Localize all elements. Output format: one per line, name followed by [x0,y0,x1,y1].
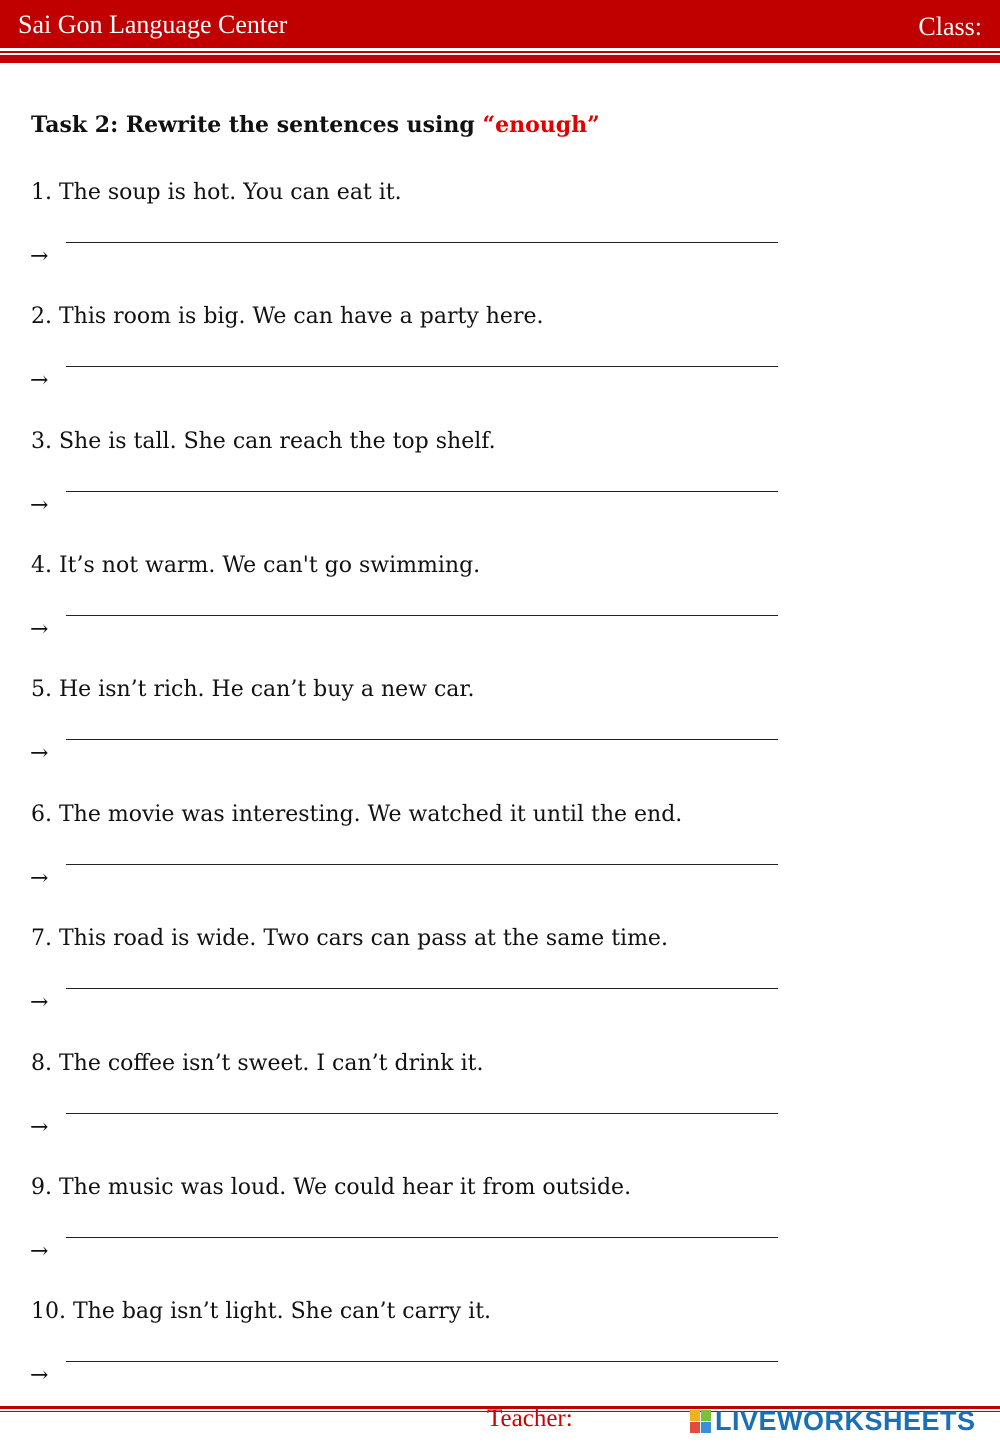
answer-input-5[interactable] [66,739,778,740]
answer-arrow-7: → [30,990,49,1015]
question-6: 6. The movie was interesting. We watched it until the end. [31,802,683,827]
header-bar [0,0,1000,48]
answer-arrow-5: → [30,741,49,766]
teacher-label: Teacher: [487,1405,573,1432]
question-2: 2. This room is big. We can have a party here. [31,304,544,329]
header-divider-thick [0,55,1000,63]
answer-arrow-9: → [30,1239,49,1264]
header-divider-thin [0,51,1000,53]
question-8: 8. The coffee isn’t sweet. I can’t drink it. [31,1051,484,1076]
answer-input-4[interactable] [66,615,778,616]
question-9: 9. The music was loud. We could hear it from outside. [31,1175,632,1200]
answer-input-1[interactable] [66,242,778,243]
question-5: 5. He isn’t rich. He can’t buy a new car. [31,677,475,702]
task-keyword: “enough” [482,112,600,138]
answer-arrow-10: → [30,1363,49,1388]
question-7: 7. This road is wide. Two cars can pass at the same time. [31,926,668,951]
question-1: 1. The soup is hot. You can eat it. [31,180,402,205]
answer-input-2[interactable] [66,366,778,367]
liveworksheets-cube-icon [690,1410,712,1434]
liveworksheets-logo[interactable] [690,1406,976,1437]
answer-arrow-1: → [30,244,49,269]
liveworksheets-brand: LIVEWORKSHEETS [715,1406,976,1436]
task-title-text: Task 2: Rewrite the sentences using [31,112,483,138]
class-label: Class: [918,12,982,41]
answer-arrow-6: → [30,866,49,891]
answer-input-9[interactable] [66,1237,778,1238]
answer-input-8[interactable] [66,1113,778,1114]
answer-input-7[interactable] [66,988,778,989]
question-3: 3. She is tall. She can reach the top shelf. [31,429,496,454]
answer-input-10[interactable] [66,1361,778,1362]
answer-arrow-4: → [30,617,49,642]
task-title [31,112,600,138]
center-name: Sai Gon Language Center [18,10,288,39]
answer-arrow-8: → [30,1115,49,1140]
answer-input-6[interactable] [66,864,778,865]
question-10: 10. The bag isn’t light. She can’t carry it. [31,1299,492,1324]
answer-arrow-2: → [30,368,49,393]
answer-input-3[interactable] [66,491,778,492]
question-4: 4. It’s not warm. We can't go swimming. [31,553,481,578]
answer-arrow-3: → [30,493,49,518]
